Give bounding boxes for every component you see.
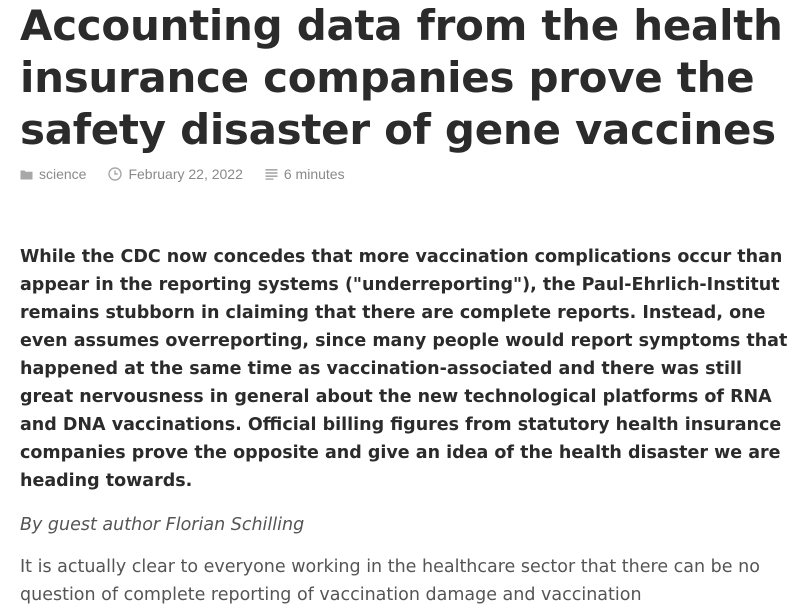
- meta-reading-time: [265, 166, 345, 182]
- meta-date-label: February 22, 2022: [128, 166, 243, 182]
- article: [20, 0, 790, 609]
- article-title: Accounting data from the health insurance companies prove the safety disaster of gene vaccines: [20, 1, 783, 154]
- meta-category[interactable]: [20, 166, 86, 182]
- article-lead: While the CDC now concedes that more vaccination complications occur than appear in the reporting systems ("underreporting"), the Paul-Ehrlich-Institut remains stubborn in claiming that there are complete reports. Instead, one even assumes overreporting, since many people would report symptoms that happened at the same time as vaccination-associated and there was still great nervousness in general about the new technological platforms of RNA and DNA vaccinations. Official billing figures from statutory health insurance companies prove the opposite and give an idea of the health disaster we are heading towards.: [20, 247, 788, 491]
- article-meta: [20, 164, 790, 184]
- clock-icon: [108, 167, 122, 181]
- meta-date: [108, 166, 242, 182]
- article-body-paragraph: It is actually clear to everyone working in the healthcare sector that there can be no question of complete reporting of vaccination damage and vaccination: [20, 557, 760, 605]
- article-byline: By guest author Florian Schilling: [20, 515, 305, 535]
- folder-icon: [20, 169, 33, 180]
- meta-reading-time-label: 6 minutes: [283, 166, 345, 182]
- list-icon: [265, 168, 278, 180]
- meta-category-label[interactable]: science: [39, 166, 87, 182]
